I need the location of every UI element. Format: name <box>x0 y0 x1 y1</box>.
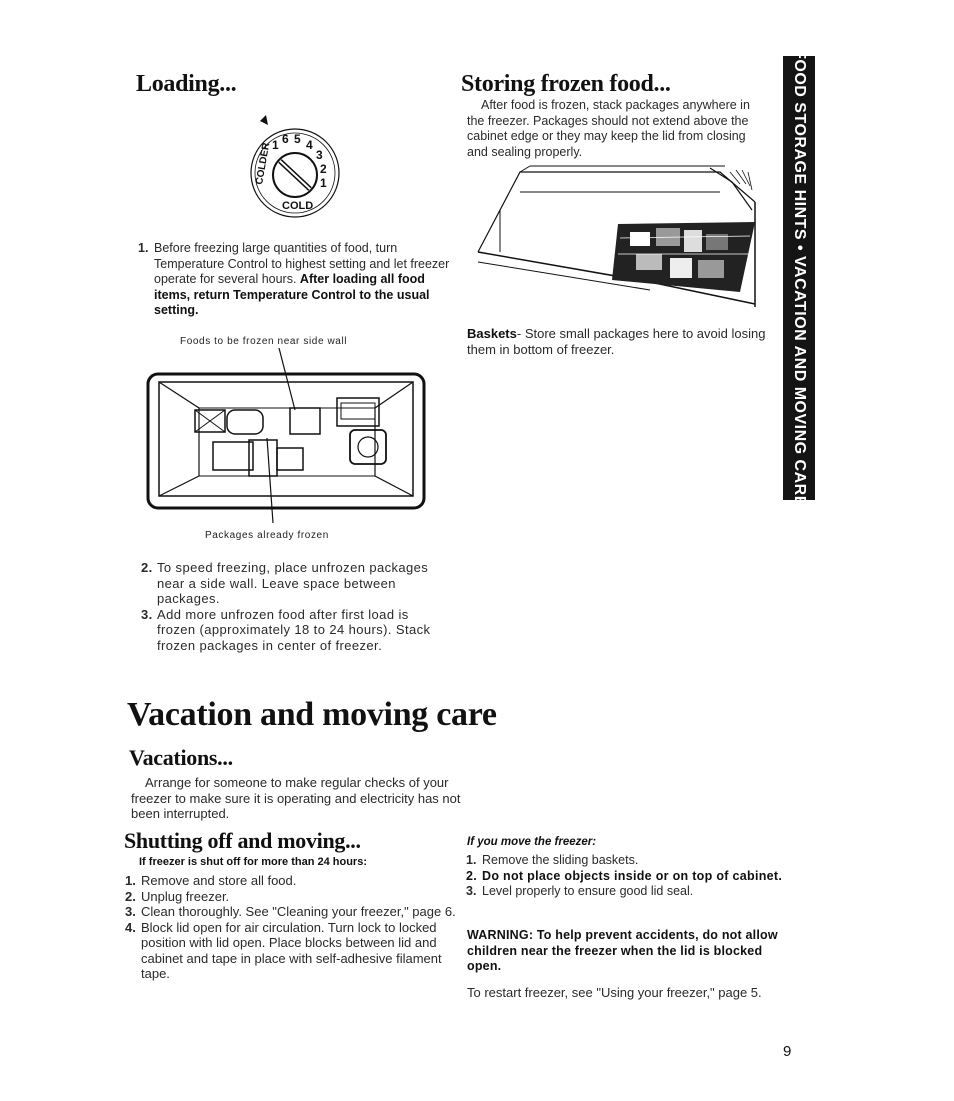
shutting-heading: Shutting off and moving... <box>124 828 361 853</box>
step-text: Clean thoroughly. See "Cleaning your freezer," page 6. <box>141 904 456 919</box>
storing-heading: Storing frozen food... <box>461 71 671 97</box>
temperature-dial-illustration <box>240 115 350 220</box>
step-text: Unplug freezer. <box>141 888 230 904</box>
list-item <box>125 889 457 905</box>
loading-steps-2-3 <box>141 560 441 653</box>
step-text: Level properly to ensure good lid seal. <box>482 884 694 898</box>
step-text: To speed freezing, place unfrozen packages near a side wall. Leave space between packages. <box>157 560 429 606</box>
dial-number: 2 <box>320 162 327 176</box>
step-number: 2. <box>466 868 478 883</box>
warning-text: WARNING: To help prevent accidents, do not allow children near the freezer when the lid is blocked open. <box>467 928 778 973</box>
step-number: 4. <box>125 919 136 935</box>
list-item <box>466 853 791 869</box>
list-item <box>141 560 441 607</box>
vacations-text: Arrange for someone to make regular checks of your freezer to make sure it is operating and electricity has not been interrupted. <box>131 775 461 821</box>
list-item <box>466 884 791 900</box>
vacations-heading: Vacations... <box>129 745 233 770</box>
step-number: 1. <box>125 873 136 888</box>
dial-number: 1 <box>320 176 327 190</box>
freezer-basket-illustration <box>470 162 770 312</box>
move-subheading: If you move the freezer: <box>467 836 597 848</box>
loading-step-1 <box>138 241 464 319</box>
side-tab <box>783 49 815 507</box>
step-number: 1. <box>138 241 149 255</box>
list-item <box>125 920 457 982</box>
section-title: Vacation and moving care <box>127 696 497 733</box>
caption-already-frozen: Packages already frozen <box>205 530 329 541</box>
move-steps <box>466 853 791 900</box>
step-number: 3. <box>466 884 477 898</box>
step-text: Do not place objects inside or on top of cabinet. <box>482 868 783 883</box>
side-tab-label: FOOD STORAGE HINTS • VACATION AND MOVING CARE <box>791 49 808 507</box>
step-text: Remove and store all food. <box>141 873 297 888</box>
step-number: 1. <box>466 853 477 867</box>
shut-steps <box>125 873 457 982</box>
dial-text-cold: COLD <box>282 200 314 212</box>
freezer-top-view-illustration <box>145 348 430 533</box>
pointer-icon <box>260 115 268 125</box>
dial-number: 1 <box>272 138 279 152</box>
dial-number: 6 <box>282 132 289 146</box>
baskets-label: Baskets <box>467 326 517 341</box>
baskets-text: - Store small packages here to avoid losing them in bottom of freezer. <box>467 326 766 357</box>
step-emphasis: After loading all food items, return Temperature Control to the usual setting. <box>154 272 430 317</box>
dial-number: 4 <box>306 138 313 152</box>
storing-paragraph: After food is frozen, stack packages anywhere in the freezer. Packages should not extend above the cabinet edge or they may keep the lid from closing and sealing properly. <box>467 98 750 159</box>
step-text: Add more unfrozen food after first load is frozen (approximately 18 to 24 hours). Stack frozen packages in center of freezer. <box>157 606 431 653</box>
step-number: 3. <box>125 904 136 919</box>
list-item <box>466 869 791 885</box>
step-text: Before freezing large quantities of food, turn Temperature Control to highest setting and let freezer operate for several hours. <box>154 241 450 286</box>
shut-subheading: If freezer is shut off for more than 24 hours: <box>139 856 367 868</box>
page-number: 9 <box>783 1043 792 1060</box>
loading-heading: Loading... <box>136 71 237 97</box>
baskets-note <box>467 326 772 357</box>
dial-number: 5 <box>294 132 301 146</box>
step-text: Remove the sliding baskets. <box>482 853 639 867</box>
step-number: 2. <box>125 888 136 904</box>
restart-text: To restart freezer, see "Using your freezer," page 5. <box>467 985 762 1000</box>
list-item <box>125 904 457 920</box>
caption-side-wall: Foods to be frozen near side wall <box>180 336 348 347</box>
step-text: Block lid open for air circulation. Turn lock to locked position with lid open. Place blocks between lid and cabinet and tape in place with self-adhesive filament tape. <box>141 919 442 981</box>
list-item <box>125 873 457 889</box>
dial-number: 3 <box>316 148 323 162</box>
step-number: 3. <box>141 606 153 622</box>
list-item <box>141 607 441 654</box>
dial-text-colder: COLDER <box>254 142 273 186</box>
step-number: 2. <box>141 560 153 575</box>
